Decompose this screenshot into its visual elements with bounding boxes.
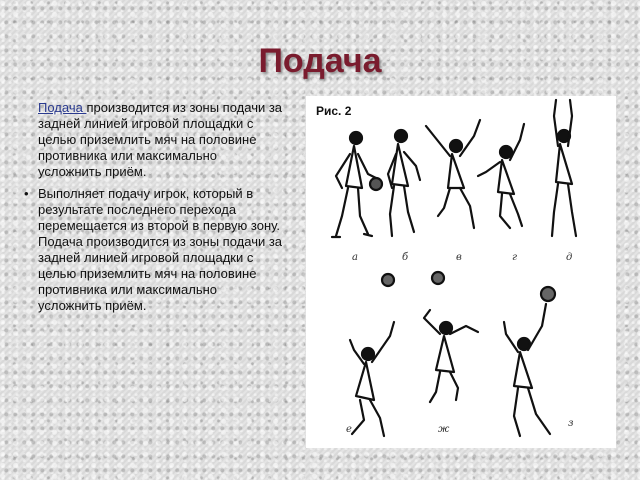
- text-block: [24, 100, 284, 314]
- ball-e: [382, 274, 394, 286]
- stage-letter-v: в: [456, 252, 462, 263]
- player-figure-g: [478, 124, 524, 228]
- figure-label: Рис. 2: [316, 104, 352, 118]
- bullet-text: Выполняет подачу игрок, который в результате последнего перехода перемещается из второй в первую зону. Подача производится из зоны подачи за задней линией игровой площадки с целью приземлить мяч на половине противника или максимально усложнить приём.: [38, 186, 283, 313]
- bullet-icon: •: [24, 186, 29, 201]
- ball-a: [370, 178, 382, 190]
- serve-figures-drawing: [306, 96, 616, 448]
- player-figure-d: [552, 100, 576, 236]
- stage-letter-g: г: [512, 252, 518, 263]
- intro-text: производится из зоны подачи за задней линией игровой площадки с целью приземлить мяч на половине противника или максимально усложнить приём.: [38, 100, 283, 179]
- intro-paragraph: [38, 100, 284, 180]
- slide-title: Подача: [258, 42, 382, 80]
- player-figure-e: [350, 322, 394, 436]
- stage-letters-top: [352, 252, 572, 263]
- ball-z: [541, 287, 555, 301]
- stage-letter-d: д: [566, 252, 573, 263]
- player-figure-z: [504, 304, 550, 436]
- bullet-item: [24, 186, 284, 314]
- stage-letter-b: б: [402, 252, 409, 263]
- stage-letter-e: е: [346, 424, 352, 435]
- player-figure-v: [426, 120, 480, 228]
- stage-letter-a: а: [352, 252, 358, 263]
- stage-letter-z: з: [568, 418, 574, 429]
- term-highlight: Подача: [38, 100, 87, 115]
- player-figure-zh: [424, 310, 478, 402]
- ball-zh: [432, 272, 444, 284]
- serve-illustration: [306, 96, 616, 448]
- player-figure-b: [388, 130, 420, 236]
- stage-letter-zh: ж: [438, 424, 450, 435]
